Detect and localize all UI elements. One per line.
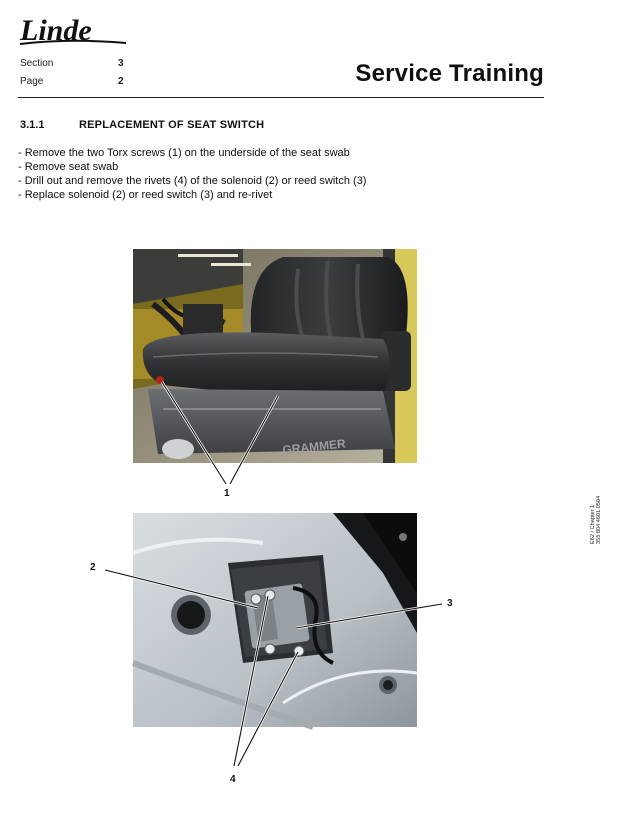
callout-2: 2	[90, 562, 96, 573]
callout-3: 3	[447, 598, 453, 609]
instruction-step: - Replace solenoid (2) or reed switch (3) and re-rivet	[18, 189, 273, 201]
logo-wordmark: Linde	[20, 14, 92, 47]
section-title: REPLACEMENT OF SEAT SWITCH	[79, 119, 265, 131]
page-value: 2	[118, 76, 124, 87]
grammer-brand-mark: GRAMMER	[281, 436, 347, 457]
instruction-step: - Remove the two Torx screws (1) on the underside of the seat swab	[18, 147, 350, 159]
linde-logo	[18, 10, 130, 48]
section-value: 3	[118, 58, 124, 69]
page-label: Page	[20, 76, 44, 87]
callout-4: 4	[230, 774, 236, 785]
header-rule	[18, 97, 544, 98]
section-number: 3.1.1	[20, 119, 45, 131]
instruction-step: - Drill out and remove the rivets (4) of the solenoid (2) or reed switch (3)	[18, 175, 367, 187]
instruction-step: - Remove seat swab	[18, 161, 119, 173]
side-note-line2: 355 804 4601.0504	[596, 495, 602, 544]
document-title: Service Training	[355, 60, 544, 87]
callout-1: 1	[224, 488, 230, 499]
callout-lines-1	[150, 378, 280, 488]
callout-lines-2	[100, 560, 450, 780]
side-note-line1: E62 / Chapter 1	[590, 504, 596, 544]
section-label: Section	[20, 58, 54, 69]
instruction-list	[18, 146, 366, 202]
side-reference-note	[589, 474, 601, 546]
